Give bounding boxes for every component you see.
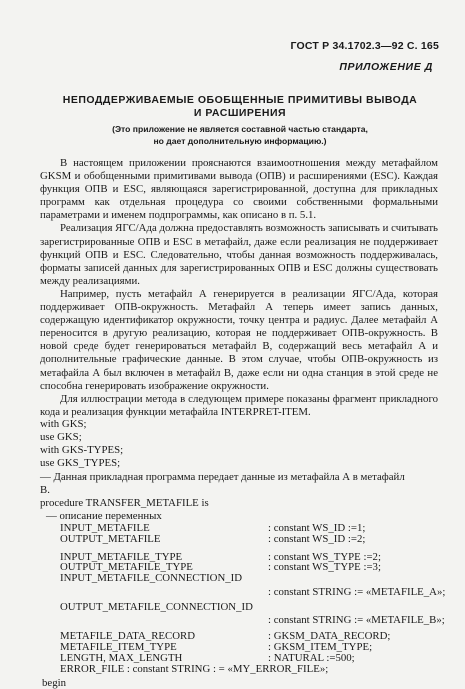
section-subtitle [40,123,440,147]
page-header: ГОСТ Р 34.1702.3—92 С. 165 [290,40,439,52]
paragraph: Реализация ЯГС/Ада должна предоставлять возможность записывать и считывать зарегистрированные ОПВ и ESC в метафайл, даже если реализация не поддерживает функций ОПВ и ESC. Следовательно, чтобы данная возможность поддерживалась, форматы записей данных для зарегистрированных ОПВ и ESC должны существовать между реализациями. [40,222,438,287]
paragraph: Например, пусть метафайл А генерируется в реализации ЯГС/Ада, которая поддерживает ОПВ-окружность. Метафайл А теперь имеет запись данных, содержащую идентификатор окружности, точку центра и радиус. Далее метафайл А переносится в другую реализацию, которая не поддерживает ОПВ-окружность. В новой среде будет генерироваться метафайл В, содержащий весь метафайл А и дополнительные графические данные. В этом случае, чтобы ОПВ-окружность из метафайла А был включен в метафайл В, даже если ни одна станция в этой среде не способна генерировать изображение окружности. [40,287,438,392]
code-line: procedure TRANSFER_METAFILE is [40,497,209,509]
var-decl: : constant WS_TYPE :=2; [268,551,381,563]
body-text [40,157,438,419]
var-name: OUTPUT_METAFILE_CONNECTION_ID [60,601,253,613]
section-title [40,94,440,120]
var-name: LENGTH, MAX_LENGTH [60,652,183,664]
var-decl: : constant STRING := «METAFILE_A»; [268,586,446,598]
code-line: ERROR_FILE : constant STRING : = «MY_ERROR_FILE»; [60,663,329,675]
var-name: METAFILE_DATA_RECORD [60,630,196,642]
var-name: INPUT_METAFILE_CONNECTION_ID [60,572,243,584]
var-name: METAFILE_ITEM_TYPE [60,641,177,653]
subtitle-line-1: (Это приложение не является составной частью стандарта, [112,124,368,134]
var-name: INPUT_METAFILE_TYPE [60,551,183,563]
var-decl: : constant WS_ID :=1; [268,522,366,534]
var-decl: : GKSM_DATA_RECORD; [268,630,391,642]
var-name: OUTPUT_METAFILE [60,533,161,545]
code-line: with GKS-TYPES; [40,444,124,456]
code-line: with GKS; [40,418,87,430]
var-decl: : constant STRING := «METAFILE_B»; [268,614,445,626]
var-decl: : NATURAL :=500; [268,652,355,664]
code-comment: — описание переменных [46,510,162,522]
var-name: INPUT_METAFILE [60,522,150,534]
appendix-label: ПРИЛОЖЕНИЕ Д [339,61,433,73]
code-line: begin [42,677,66,689]
code-comment: — Данная прикладная программа передает данные из метафайла А в метафайл [40,471,405,483]
var-decl: : constant WS_ID :=2; [268,533,366,545]
paragraph: В настоящем приложении прояснаются взаимоотношения между метафайлом GKSM и обобщенными примитивами вывода (ОПВ) и расширениями (ESC). Каждая функция ОПВ и ESC, являющаяся зарегистрированной, доступна для прикладных программ как отдельная процедура со своими собственными формальными параметрами и именем подпрограммы, как описано в п. 5.1. [40,157,438,222]
code-line: use GKS; [40,431,82,443]
title-line-2: И РАСШИРЕНИЯ [193,107,287,119]
code-line: use GKS_TYPES; [40,457,121,469]
title-line-1: НЕПОДДЕРЖИВАЕМЫЕ ОБОБЩЕННЫЕ ПРИМИТИВЫ ВЫВОДА [62,94,418,106]
code-comment: B. [40,484,50,496]
var-name: OUTPUT_METAFILE_TYPE [60,561,193,573]
var-decl: : GKSM_ITEM_TYPE; [268,641,373,653]
var-decl: : constant WS_TYPE :=3; [268,561,381,573]
paragraph: Для иллюстрации метода в следующем примере показаны фрагмент прикладного кода и реализация функции метафайла INTERPRET-ITEM. [40,392,438,418]
subtitle-line-2: но дает дополнительную информацию.) [153,136,327,146]
